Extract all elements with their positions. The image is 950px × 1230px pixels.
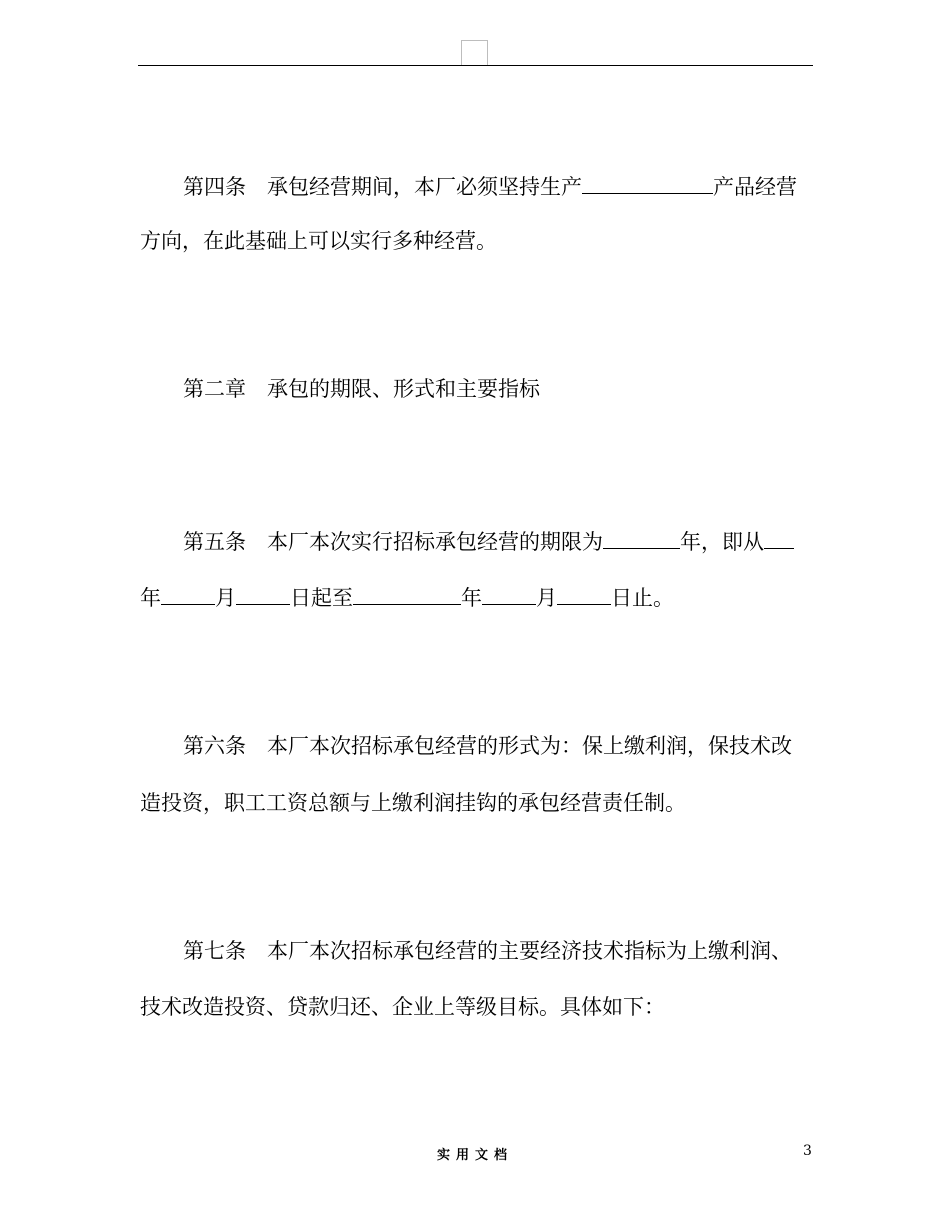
article7-line1: 第七条 本厂本次招标承包经营的主要经济技术指标为上缴利润、 xyxy=(183,939,792,963)
page-number: 3 xyxy=(803,1143,812,1159)
article5-start-day-blank xyxy=(236,584,290,605)
article7-line2: 技术改造投资、贷款归还、企业上等级目标。具体如下： xyxy=(140,995,665,1019)
article5-end-month-blank xyxy=(482,584,536,605)
article4-text-a: 第四条 承包经营期间，本厂必须坚持生产 xyxy=(183,175,582,199)
article5-years-blank xyxy=(603,528,680,549)
article4-product-blank xyxy=(582,173,713,194)
header-rule xyxy=(138,65,813,66)
article5-text-a: 第五条 本厂本次实行招标承包经营的期限为 xyxy=(183,530,603,554)
article5-start-year-blank xyxy=(764,528,794,549)
article5-start-month-blank xyxy=(161,584,215,605)
article5-month-label: 月 xyxy=(215,586,236,610)
article5-end-month-label: 月 xyxy=(536,586,557,610)
article5-line1 xyxy=(183,528,794,554)
article5-end-label: 日止。 xyxy=(611,586,674,610)
article5-start-label: 日起至 xyxy=(290,586,353,610)
article5-line2 xyxy=(140,584,674,610)
footer-label: 实用文档 xyxy=(436,1148,513,1163)
article4-text-b: 产品经营 xyxy=(713,175,797,199)
article5-end-day-blank xyxy=(557,584,611,605)
article5-end-year-blank xyxy=(353,584,461,605)
article4-line1 xyxy=(183,173,797,199)
article5-year-label: 年 xyxy=(140,586,161,610)
article5-end-year-label: 年 xyxy=(461,586,482,610)
chapter2-title: 第二章 承包的期限、形式和主要指标 xyxy=(183,377,540,401)
article6-line2: 造投资，职工工资总额与上缴利润挂钩的承包经营责任制。 xyxy=(140,791,686,815)
article6-line1: 第六条 本厂本次招标承包经营的形式为：保上缴利润，保技术改 xyxy=(183,734,792,758)
article4-line2: 方向，在此基础上可以实行多种经营。 xyxy=(140,229,497,253)
header-box xyxy=(461,40,488,65)
article5-text-b: 年，即从 xyxy=(680,530,764,554)
